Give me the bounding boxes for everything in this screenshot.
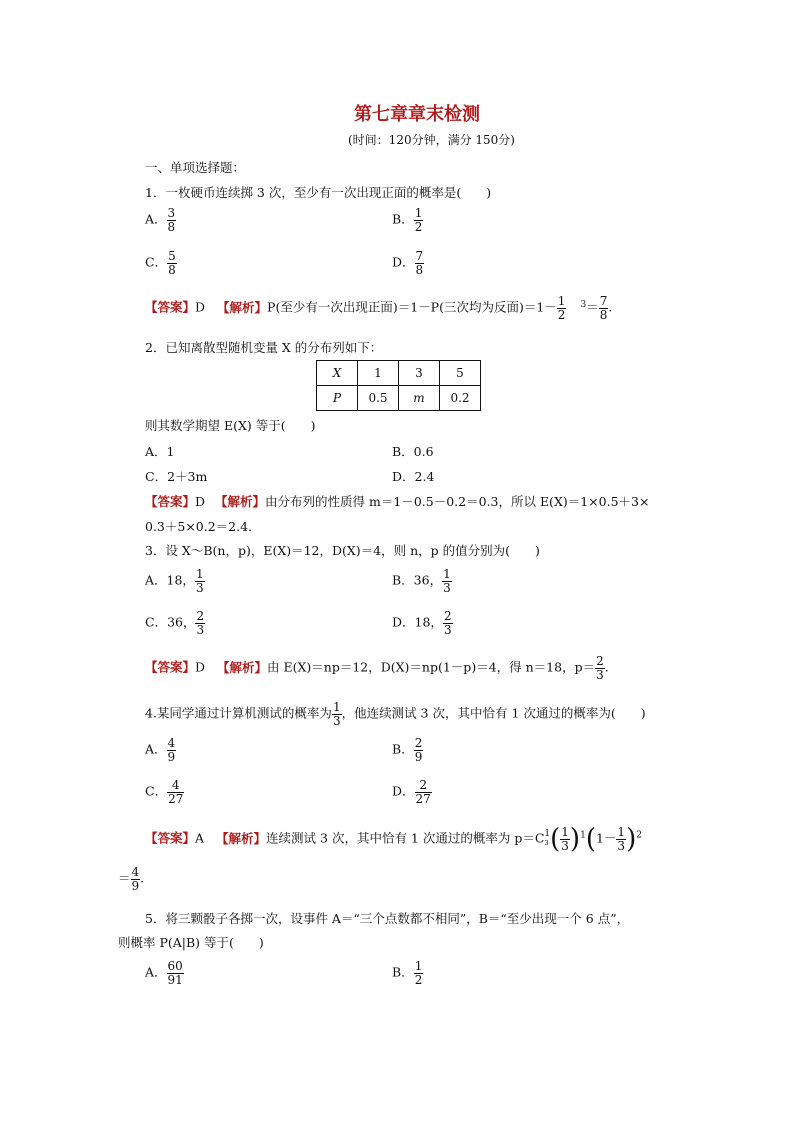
q3-option-b: B．36， $\frac{1}{3}$: [392, 567, 451, 595]
table-cell: 3: [399, 361, 440, 386]
q1-option-b: B． $\frac{1}{2}$: [392, 206, 423, 234]
q2-answer: 【答案】D 【解析】由分布列的性质得 m＝1－0.5－0.2＝0.3，所以 E(X)＝1×0.5＋3×: [145, 494, 650, 509]
page-subtitle: (时间：120分钟，满分 150分): [348, 133, 515, 147]
q4-option-c: C． $\frac{4}{27}$: [145, 778, 184, 806]
table-cell: 1: [358, 361, 399, 386]
q1-option-c: C． $\frac{5}{8}$: [145, 249, 176, 277]
q2-distribution-table: [316, 360, 481, 411]
q5-option-b: B． $\frac{1}{2}$: [392, 959, 423, 987]
q2-option-c: C．2＋3m: [145, 469, 208, 484]
q5-stem: 5．将三颗骰子各掷一次，设事件 A＝“三个点数都不相同”，B＝“至少出现一个 6 点”，: [145, 911, 630, 926]
q4-option-b: B． $\frac{2}{9}$: [392, 736, 423, 764]
q4-answer: 【答案】A 【解析】连续测试 3 次，其中恰有 1 次通过的概率为 p＝C 1 3 ( $\frac{1}{3}$ )$^1$(1－ $\frac{1}{3}$ )$^2$: [145, 823, 642, 855]
q1-option-d: D． $\frac{7}{8}$: [392, 249, 424, 277]
table-cell: 0.5: [358, 386, 399, 411]
q2-answer-cont: 0.3＋5×0.2＝2.4.: [145, 519, 253, 534]
q2-stem: 2．已知离散型随机变量 X 的分布列如下：: [145, 340, 383, 355]
q2-stem-2: 则其数学期望 E(X) 等于( ): [145, 418, 316, 433]
q4-answer-cont: ＝ $\frac{4}{9}$ .: [118, 865, 145, 893]
table-cell: 0.2: [440, 386, 481, 411]
q4-option-a: A． $\frac{4}{9}$: [145, 736, 176, 764]
q4-stem: 4.某同学通过计算机测试的概率为 $\frac{1}{3}$ ，他连续测试 3 次，其中恰有 1 次通过的概率为( ): [145, 700, 646, 728]
q1-stem: 1．一枚硬币连续掷 3 次，至少有一次出现正面的概率是( ): [145, 185, 492, 200]
table-cell: P: [317, 386, 358, 411]
q3-stem: 3．设 X～B(n，p)，E(X)＝12，D(X)＝4，则 n，p 的值分别为( ): [145, 543, 540, 558]
q3-option-a: A．18， $\frac{1}{3}$: [145, 567, 204, 595]
section-heading: 一、单项选择题：: [145, 160, 246, 175]
q3-option-c: C．36， $\frac{2}{3}$: [145, 609, 205, 637]
q5-option-a: A． $\frac{60}{91}$: [145, 959, 183, 987]
q2-option-a: A．1: [145, 444, 175, 459]
q2-option-b: B．0.6: [392, 444, 434, 459]
q4-option-d: D． $\frac{2}{27}$: [392, 778, 431, 806]
table-cell: 5: [440, 361, 481, 386]
table-cell: X: [317, 361, 358, 386]
table-cell: m: [399, 386, 440, 411]
q3-answer: 【答案】D 【解析】由 E(X)＝np＝12，D(X)＝np(1－p)＝4，得 n＝18，p＝ $\frac{2}{3}$ .: [145, 654, 609, 682]
table-row: [317, 386, 481, 411]
table-row: [317, 361, 481, 386]
q5-stem-2: 则概率 P(A|B) 等于( ): [118, 935, 264, 950]
q2-option-d: D．2.4: [392, 469, 435, 484]
q1-option-a: A． $\frac{3}{8}$: [145, 206, 176, 234]
q1-answer: 【答案】D 【解析】P(至少有一次出现正面)＝1－P(三次均为反面)＝1－ $\frac{1}{2}$ $^3$＝ $\frac{7}{8}$ .: [145, 294, 613, 322]
page-title: 第七章章末检测: [354, 104, 480, 125]
q3-option-d: D．18， $\frac{2}{3}$: [392, 609, 452, 637]
